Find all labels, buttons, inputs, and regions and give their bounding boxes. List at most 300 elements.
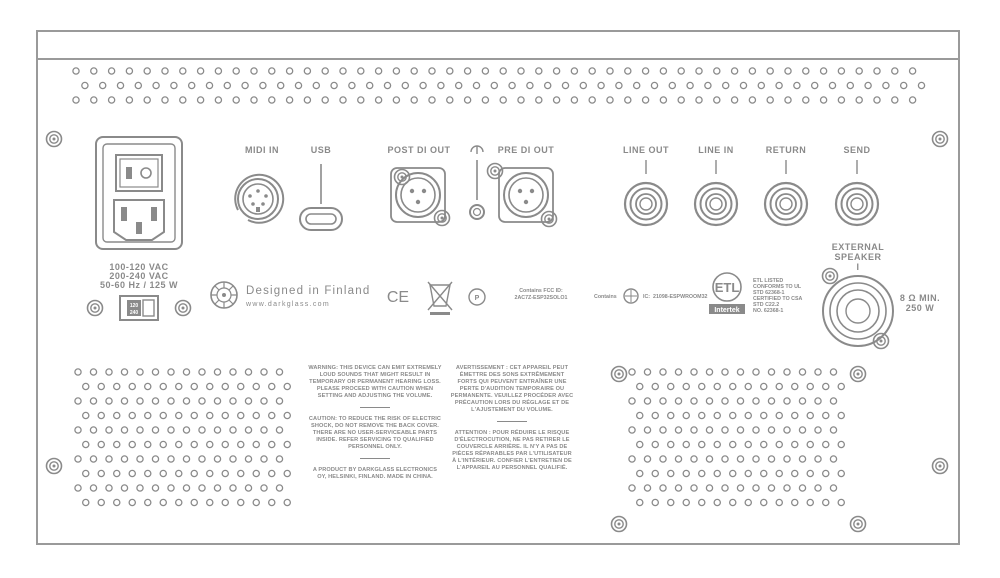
vent-hole <box>660 369 666 375</box>
line-out-jack[interactable] <box>625 160 667 225</box>
vent-hole <box>152 485 158 491</box>
vent-hole <box>199 369 205 375</box>
line-in-jack[interactable] <box>695 160 737 225</box>
vent-hole <box>276 485 282 491</box>
label-line-out: LINE OUT <box>623 145 669 155</box>
vent-hole <box>198 68 204 74</box>
vent-hole <box>253 412 259 418</box>
vent-hole <box>607 97 613 103</box>
vent-hole <box>129 470 135 476</box>
vent-hole <box>691 398 697 404</box>
vent-hole <box>706 369 712 375</box>
vent-hole <box>152 369 158 375</box>
vent-hole <box>304 97 310 103</box>
vent-hole <box>821 68 827 74</box>
separator <box>360 407 390 408</box>
vent-hole <box>176 441 182 447</box>
vent-hole <box>807 499 813 505</box>
label-return: RETURN <box>765 145 807 155</box>
screw-icon <box>933 132 948 147</box>
send-jack[interactable] <box>836 160 878 225</box>
vent-hole <box>668 441 674 447</box>
screw-icon <box>612 367 627 382</box>
vent-hole <box>536 97 542 103</box>
vent-hole <box>90 369 96 375</box>
vent-hole <box>675 369 681 375</box>
vent-hole <box>98 412 104 418</box>
vent-hole <box>815 369 821 375</box>
vent-hole <box>261 369 267 375</box>
vent-hole <box>106 398 112 404</box>
vent-hole <box>683 412 689 418</box>
vent-hole <box>230 369 236 375</box>
vent-hole <box>629 485 635 491</box>
vent-hole <box>214 398 220 404</box>
screw-icon <box>47 132 62 147</box>
vent-hole <box>668 383 674 389</box>
vent-hole <box>126 68 132 74</box>
post-di-out-xlr[interactable] <box>391 168 445 222</box>
warning-en-2: CAUTION: TO REDUCE THE RISK OF ELECTRIC SHOCK, DO NOT REMOVE THE BACK COVER. THERE ARE NO USER-SERVICEABLE PARTS INSIDE. REFER SERVICING TO QUALIFIED PERSONNEL ONLY. <box>308 416 442 450</box>
vent-hole <box>892 97 898 103</box>
vent-hole <box>643 68 649 74</box>
vent-hole <box>776 441 782 447</box>
vent-hole <box>792 412 798 418</box>
vent-hole <box>753 369 759 375</box>
screw-icon <box>435 211 450 226</box>
vent-hole <box>284 412 290 418</box>
vent-hole <box>429 97 435 103</box>
label-usb: USB <box>310 145 332 155</box>
vent-hole <box>815 427 821 433</box>
etl-line-2: CONFORMS TO UL <box>753 284 802 290</box>
vent-hole <box>856 68 862 74</box>
label-external: EXTERNAL <box>831 242 885 252</box>
vent-hole <box>137 369 143 375</box>
vent-hole <box>745 499 751 505</box>
vent-hole <box>785 68 791 74</box>
vent-hole <box>269 68 275 74</box>
vent-hole <box>331 82 337 88</box>
vent-hole <box>261 427 267 433</box>
vent-hole <box>652 499 658 505</box>
vent-hole <box>145 441 151 447</box>
top-vent-grille <box>73 68 925 103</box>
vent-hole <box>799 427 805 433</box>
vent-hole <box>83 499 89 505</box>
vent-hole <box>784 369 790 375</box>
vent-hole <box>683 383 689 389</box>
vent-hole <box>803 68 809 74</box>
vent-hole <box>465 97 471 103</box>
vent-hole <box>637 470 643 476</box>
vent-hole <box>214 485 220 491</box>
vent-hole <box>554 97 560 103</box>
vent-hole <box>411 97 417 103</box>
vent-hole <box>500 97 506 103</box>
separator <box>497 421 527 422</box>
vent-hole <box>675 456 681 462</box>
vent-hole <box>571 68 577 74</box>
etl-line-4: CERTIFIED TO CSA <box>753 296 803 302</box>
vent-hole <box>745 412 751 418</box>
vent-hole <box>687 82 693 88</box>
vent-hole <box>261 398 267 404</box>
rohs-icon <box>469 289 485 305</box>
vent-hole <box>473 82 479 88</box>
vent-hole <box>660 398 666 404</box>
vent-hole <box>678 68 684 74</box>
vent-hole <box>137 398 143 404</box>
vent-hole <box>91 68 97 74</box>
vent-hole <box>799 398 805 404</box>
vent-hole <box>253 470 259 476</box>
vent-hole <box>253 441 259 447</box>
vent-hole <box>284 441 290 447</box>
vent-hole <box>153 82 159 88</box>
warning-english <box>308 365 442 488</box>
vent-hole <box>98 383 104 389</box>
pre-di-out-xlr[interactable] <box>499 168 553 222</box>
brand-url: www.darkglass.com <box>246 301 330 308</box>
vent-hole <box>691 456 697 462</box>
fcc-line-1: Contains FCC ID: <box>519 288 563 294</box>
warning-fr-1: AVERTISSEMENT : CET APPAREIL PEUT ÉMETTRE DES SONS EXTRÊMEMENT FORTS QUI PEUVENT ENTRAÎNER UNE PERTE D'AUDITION TEMPORAIRE OU PERMANENTE. VEUILLEZ PROCÉDER AVEC PRÉCAUTION LORS DU RÉGLAGE ET DE L'AJUSTEMENT DU VOLUME. <box>450 365 574 413</box>
vent-hole <box>180 68 186 74</box>
vent-hole <box>207 470 213 476</box>
vent-hole <box>668 412 674 418</box>
vent-hole <box>199 398 205 404</box>
vent-hole <box>699 383 705 389</box>
vent-hole <box>830 369 836 375</box>
vent-hole <box>918 82 924 88</box>
vent-hole <box>722 456 728 462</box>
vent-hole <box>284 470 290 476</box>
vent-hole <box>629 456 635 462</box>
vent-hole <box>245 369 251 375</box>
vent-hole <box>668 470 674 476</box>
vent-hole <box>901 82 907 88</box>
vent-hole <box>691 369 697 375</box>
vent-hole <box>222 383 228 389</box>
fcc-line-2: 2AC7Z-ESP32SOLO1 <box>514 295 568 301</box>
vent-hole <box>276 369 282 375</box>
vent-hole <box>82 82 88 88</box>
vent-hole <box>176 412 182 418</box>
vent-hole <box>322 68 328 74</box>
vent-hole <box>114 412 120 418</box>
vent-hole <box>269 441 275 447</box>
vent-hole <box>129 499 135 505</box>
ic-line-2: IC: <box>643 294 651 300</box>
vent-hole <box>737 456 743 462</box>
vent-hole <box>629 398 635 404</box>
vent-hole <box>737 485 743 491</box>
vent-hole <box>830 485 836 491</box>
vent-hole <box>162 97 168 103</box>
vent-hole <box>411 68 417 74</box>
vent-hole <box>714 441 720 447</box>
ce-mark: CE <box>386 289 410 306</box>
vent-hole <box>815 456 821 462</box>
vent-hole <box>384 82 390 88</box>
vent-hole <box>168 456 174 462</box>
vent-hole <box>518 68 524 74</box>
vent-hole <box>799 369 805 375</box>
vent-hole <box>90 485 96 491</box>
vent-hole <box>758 82 764 88</box>
vent-hole <box>160 441 166 447</box>
vent-hole <box>830 398 836 404</box>
vent-hole <box>699 412 705 418</box>
vent-hole <box>152 456 158 462</box>
vent-hole <box>761 441 767 447</box>
vent-hole <box>799 456 805 462</box>
vent-hole <box>815 485 821 491</box>
vent-hole <box>637 441 643 447</box>
warning-en-1: WARNING: THIS DEVICE CAN EMIT EXTREMELY LOUD SOUNDS THAT MIGHT RESULT IN TEMPORARY OR PERMANENT HEARING LOSS. PLEASE PROCEED WITH CAUTION WHEN SETTING AND ADJUSTING THE VOLUME. <box>308 365 442 399</box>
vent-hole <box>683 441 689 447</box>
svg-text:ETL: ETL <box>714 280 740 295</box>
vent-hole <box>245 398 251 404</box>
vent-hole <box>607 68 613 74</box>
vent-hole <box>168 485 174 491</box>
vent-hole <box>745 470 751 476</box>
vent-hole <box>160 499 166 505</box>
label-speaker-number: I <box>856 262 860 272</box>
vent-hole <box>714 68 720 74</box>
vent-hole <box>191 383 197 389</box>
vent-hole <box>152 427 158 433</box>
vent-hole <box>106 369 112 375</box>
vent-hole <box>73 68 79 74</box>
vent-hole <box>753 485 759 491</box>
vent-hole <box>137 456 143 462</box>
vent-hole <box>287 97 293 103</box>
screw-icon <box>851 517 866 532</box>
vent-hole <box>183 398 189 404</box>
vent-hole <box>634 82 640 88</box>
vent-hole <box>730 499 736 505</box>
power-line-2: 200-240 VAC <box>109 271 169 281</box>
vent-hole <box>233 97 239 103</box>
vent-hole <box>121 485 127 491</box>
return-jack[interactable] <box>765 160 807 225</box>
vent-hole <box>160 383 166 389</box>
vent-hole <box>768 485 774 491</box>
vent-hole <box>785 97 791 103</box>
voltage-120: 120 <box>129 303 139 309</box>
vent-hole <box>349 82 355 88</box>
ic-line-3: 21098-ESPWROOM32 <box>653 294 708 300</box>
vent-hole <box>705 82 711 88</box>
vent-hole <box>121 369 127 375</box>
vent-hole <box>644 427 650 433</box>
vent-hole <box>675 485 681 491</box>
vent-hole <box>784 456 790 462</box>
vent-hole <box>668 499 674 505</box>
vent-hole <box>278 82 284 88</box>
vent-hole <box>745 383 751 389</box>
vent-hole <box>191 441 197 447</box>
vent-hole <box>106 485 112 491</box>
vent-hole <box>230 456 236 462</box>
vent-hole <box>251 68 257 74</box>
vent-hole <box>75 427 81 433</box>
vent-hole <box>732 97 738 103</box>
vent-hole <box>815 398 821 404</box>
ground-lift-switch[interactable] <box>470 160 484 219</box>
vent-hole <box>162 68 168 74</box>
label-pre-di-out: PRE DI OUT <box>497 145 555 155</box>
vent-hole <box>678 97 684 103</box>
separator <box>360 458 390 459</box>
vent-hole <box>625 97 631 103</box>
vent-hole <box>722 369 728 375</box>
vent-hole <box>168 398 174 404</box>
vent-hole <box>114 441 120 447</box>
vent-hole <box>222 470 228 476</box>
vent-hole <box>753 398 759 404</box>
vent-hole <box>616 82 622 88</box>
vent-hole <box>269 412 275 418</box>
vent-hole <box>269 499 275 505</box>
vent-hole <box>304 68 310 74</box>
ic-line-1: Contains <box>594 294 617 300</box>
designed-in-finland: Designed in Finland <box>246 285 371 297</box>
vent-hole <box>98 470 104 476</box>
power-inlet[interactable] <box>96 137 182 249</box>
vent-hole <box>652 412 658 418</box>
vent-hole <box>322 97 328 103</box>
vent-hole <box>180 97 186 103</box>
vent-hole <box>598 82 604 88</box>
vent-hole <box>776 82 782 88</box>
vent-hole <box>745 441 751 447</box>
vent-hole <box>160 470 166 476</box>
vent-hole <box>214 427 220 433</box>
label-post-di-out: POST DI OUT <box>387 145 451 155</box>
vent-hole <box>135 82 141 88</box>
vent-hole <box>737 427 743 433</box>
vent-hole <box>660 97 666 103</box>
vent-hole <box>652 383 658 389</box>
vent-hole <box>222 499 228 505</box>
vent-hole <box>222 441 228 447</box>
vent-hole <box>803 97 809 103</box>
vent-hole <box>83 412 89 418</box>
vent-hole <box>245 456 251 462</box>
vent-hole <box>176 383 182 389</box>
vent-hole <box>137 427 143 433</box>
vent-hole <box>269 97 275 103</box>
vent-hole <box>129 412 135 418</box>
vent-hole <box>699 441 705 447</box>
vent-hole <box>145 383 151 389</box>
vent-hole <box>191 499 197 505</box>
vent-hole <box>402 82 408 88</box>
label-line-in: LINE IN <box>698 145 734 155</box>
vent-hole <box>761 412 767 418</box>
vent-hole <box>376 97 382 103</box>
vent-hole <box>90 456 96 462</box>
vent-hole <box>660 68 666 74</box>
vent-hole <box>768 456 774 462</box>
vent-hole <box>753 427 759 433</box>
midi-in-port[interactable] <box>235 175 283 223</box>
vent-hole <box>171 82 177 88</box>
vent-hole <box>145 412 151 418</box>
vent-hole <box>571 97 577 103</box>
vent-hole <box>83 383 89 389</box>
vent-hole <box>740 82 746 88</box>
vent-hole <box>245 485 251 491</box>
label-impedance: 8 Ω MIN. <box>899 293 941 303</box>
vent-hole <box>792 499 798 505</box>
vent-hole <box>222 412 228 418</box>
usb-c-port[interactable] <box>300 164 342 230</box>
vent-hole <box>749 68 755 74</box>
vent-hole <box>761 383 767 389</box>
warning-french <box>450 365 574 479</box>
vent-hole <box>491 82 497 88</box>
vent-hole <box>675 427 681 433</box>
vent-hole <box>253 499 259 505</box>
warning-fr-2: ATTENTION : POUR RÉDUIRE LE RISQUE D'ÉLECTROCUTION, NE PAS RETIRER LE COUVERCLE ARRIÈRE. IL N'Y A PAS DE PIÈCES RÉPARABLES PAR L'UTILISATEUR À L'INTÉRIEUR. CONFIER L'ENTRETIEN DE L'APPAREIL AU PERSONNEL QUALIFIÉ. <box>452 430 572 471</box>
vent-hole <box>768 369 774 375</box>
vent-hole <box>121 427 127 433</box>
vent-hole <box>812 82 818 88</box>
vent-hole <box>238 499 244 505</box>
vent-hole <box>168 427 174 433</box>
vent-hole <box>284 499 290 505</box>
vent-hole <box>269 383 275 389</box>
screw-icon <box>823 269 838 284</box>
etl-line-1: ETL LISTED <box>753 278 784 284</box>
vent-hole <box>176 499 182 505</box>
vent-hole <box>722 485 728 491</box>
vent-hole <box>706 456 712 462</box>
vent-hole <box>106 427 112 433</box>
vent-hole <box>629 427 635 433</box>
screw-icon <box>176 301 191 316</box>
vent-hole <box>230 398 236 404</box>
vent-hole <box>260 82 266 88</box>
speaker-output-speakon[interactable] <box>823 276 893 346</box>
vent-hole <box>807 383 813 389</box>
voltage-selector[interactable] <box>120 296 158 320</box>
vent-hole <box>660 485 666 491</box>
vent-hole <box>284 383 290 389</box>
vent-hole <box>83 441 89 447</box>
vent-hole <box>838 68 844 74</box>
power-switch[interactable] <box>116 155 162 191</box>
vent-hole <box>838 412 844 418</box>
vent-hole <box>215 68 221 74</box>
darkglass-logo-icon <box>211 282 237 308</box>
vent-hole <box>637 412 643 418</box>
vent-hole <box>644 485 650 491</box>
vent-hole <box>73 97 79 103</box>
vent-hole <box>420 82 426 88</box>
vent-hole <box>207 383 213 389</box>
vent-hole <box>714 470 720 476</box>
vent-hole <box>276 398 282 404</box>
vent-hole <box>376 68 382 74</box>
vent-hole <box>121 398 127 404</box>
vent-hole <box>660 427 666 433</box>
vent-hole <box>732 68 738 74</box>
